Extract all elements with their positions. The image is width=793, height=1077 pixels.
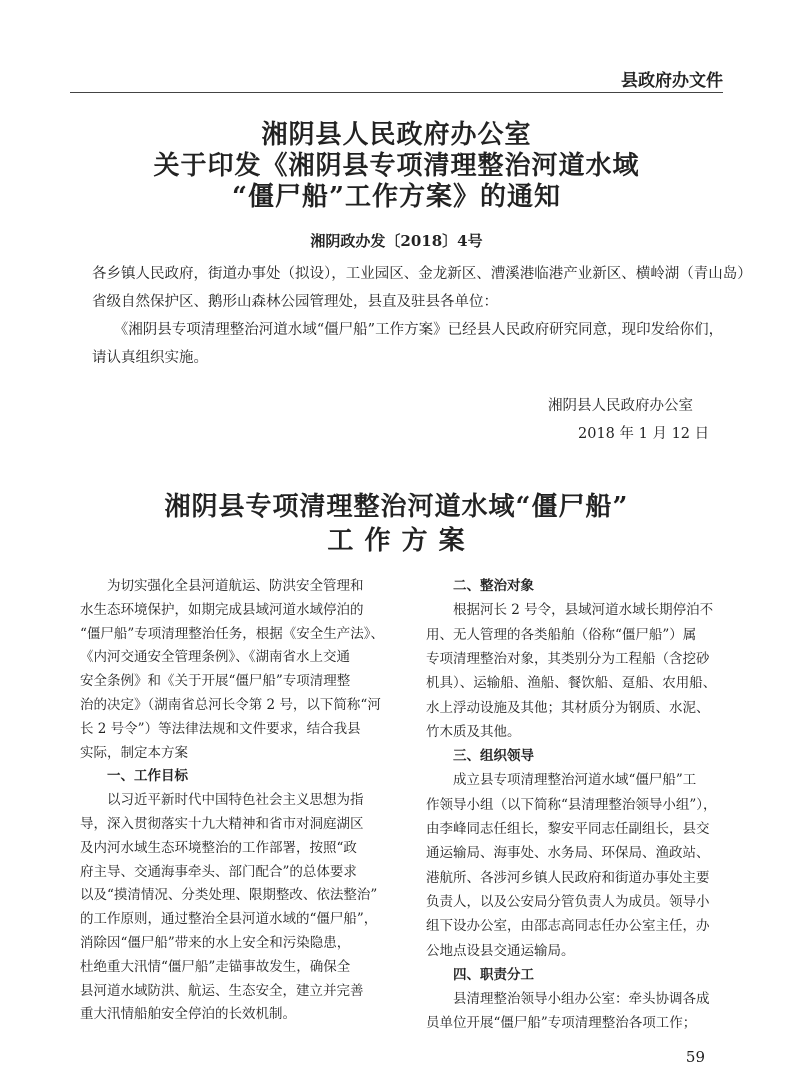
- header-divider: [70, 92, 723, 93]
- notice-title-line: “僵尸船”工作方案》的通知: [232, 182, 561, 212]
- paragraph-line: 《内河交通安全管理条例》、《湖南省水上交通: [80, 649, 350, 666]
- paragraph-line: 以习近平新时代中国特色社会主义思想为指: [80, 792, 364, 809]
- paragraph-line: 水生态环境保护，如期完成县域河道水域停泊的: [80, 601, 364, 618]
- document-number: 湘阴政办发〔2018〕4号: [310, 232, 483, 250]
- paragraph-line: 用、无人管理的各类船舶（俗称“僵尸船”）属: [426, 626, 697, 643]
- notice-title-line: 湘阴县人民政府办公室: [261, 120, 532, 150]
- paragraph-line: 重大汛情船舶安全停泊的长效机制。: [80, 1006, 296, 1023]
- notice-body-line: 各乡镇人民政府，街道办事处（拟设），工业园区、金龙新区、漕溪港临港产业新区、横岭湖（青山岛）: [92, 266, 752, 282]
- paragraph-line: 机具）、运输船、渔船、餐饮船、趸船、农用船、: [426, 675, 717, 692]
- paragraph-line: 及内河水域生态环境整治的工作部署，按照“政: [80, 839, 357, 856]
- paragraph-line: 组下设办公室，由邵志高同志任办公室主任，办: [426, 918, 710, 935]
- paragraph-line: 公地点设县交通运输局。: [426, 942, 575, 959]
- paragraph-line: 导，深入贯彻落实十九大精神和省市对洞庭湖区: [80, 816, 364, 832]
- paragraph-line: 治的决定》（湖南省总河长令第 2 号，以下简称“河: [80, 697, 381, 713]
- page-number: 59: [685, 1048, 705, 1066]
- paragraph-line: 竹木质及其他。: [426, 723, 521, 740]
- section-heading: 一、工作目标: [80, 768, 188, 785]
- paragraph-line: 成立县专项清理整治河道水域“僵尸船”工: [426, 772, 697, 789]
- paragraph-line: 府主导、交通海事牵头、部门配合”的总体要求: [80, 863, 357, 880]
- paragraph-line: 港航所、各涉河乡镇人民政府和街道办事处主要: [426, 869, 710, 886]
- paragraph-line: 由李峰同志任组长，黎安平同志任副组长，县交: [426, 821, 710, 837]
- paragraph-line: 专项清理整治对象，其类别分为工程船（含挖砂: [426, 650, 710, 667]
- paragraph-line: 根据河长 2 号令，县域河道水域长期停泊不: [426, 602, 714, 619]
- plan-title-line: 工 作 方 案: [327, 526, 466, 556]
- paragraph-line: 杜绝重大汛情“僵尸船”走锚事故发生，确保全: [80, 958, 351, 975]
- section-heading: 三、组织领导: [426, 748, 534, 765]
- paragraph-line: 实际，制定本方案: [80, 744, 188, 761]
- notice-body-line: 请认真组织实施。: [92, 350, 208, 366]
- paragraph-line: 以及“摸清情况、分类处理、限期整改、依法整治”: [80, 887, 378, 904]
- issue-date: 2018 年 1 月 12 日: [578, 426, 710, 442]
- paragraph-line: 的工作原则，通过整治全县河道水域的“僵尸船”，: [80, 911, 378, 928]
- paragraph-line: 县河道水域防洪、航运、生态安全，建立并完善: [80, 982, 364, 999]
- paragraph-line: 负责人，以及公安局分管负责人为成员。领导小: [426, 893, 710, 910]
- paragraph-line: 消除因“僵尸船”带来的水上安全和污染隐患，: [80, 935, 351, 951]
- plan-title-line: 湘阴县专项清理整治河道水域“僵尸船”: [164, 492, 629, 522]
- paragraph-line: 水上浮动设施及其他；其材质分为钢质、水泥、: [426, 699, 710, 716]
- paragraph-line: 县清理整治领导小组办公室：牵头协调各成: [426, 991, 710, 1008]
- section-heading: 二、整治对象: [426, 578, 534, 594]
- section-header: 县政府办文件: [621, 71, 723, 91]
- notice-body-line: 省级自然保护区、鹅形山森林公园管理处，县直及驻县各单位：: [92, 294, 498, 310]
- paragraph-line: 员单位开展“僵尸船”专项清理整治各项工作；: [426, 1015, 697, 1032]
- section-heading: 四、职责分工: [426, 966, 534, 983]
- notice-body-line: 《湘阴县专项清理整治河道水域“僵尸船”工作方案》已经县人民政府研究同意，现印发给你们，: [92, 322, 724, 338]
- issuer: 湘阴县人民政府办公室: [548, 398, 693, 414]
- paragraph-line: 为切实强化全县河道航运、防洪安全管理和: [80, 578, 364, 594]
- paragraph-line: 长 2 号令”）等法律法规和文件要求，结合我县: [80, 720, 361, 737]
- paragraph-line: 安全条例》和《关于开展“僵尸船”专项清理整: [80, 673, 351, 690]
- paragraph-line: “僵尸船”专项清理整治任务，根据《安全生产法》、: [80, 625, 385, 642]
- paragraph-line: 作领导小组（以下简称“县清理整治领导小组”），: [426, 796, 717, 813]
- notice-title-line: 关于印发《湘阴县专项清理整治河道水域: [153, 151, 640, 181]
- paragraph-line: 通运输局、海事处、水务局、环保局、渔政站、: [426, 845, 710, 862]
